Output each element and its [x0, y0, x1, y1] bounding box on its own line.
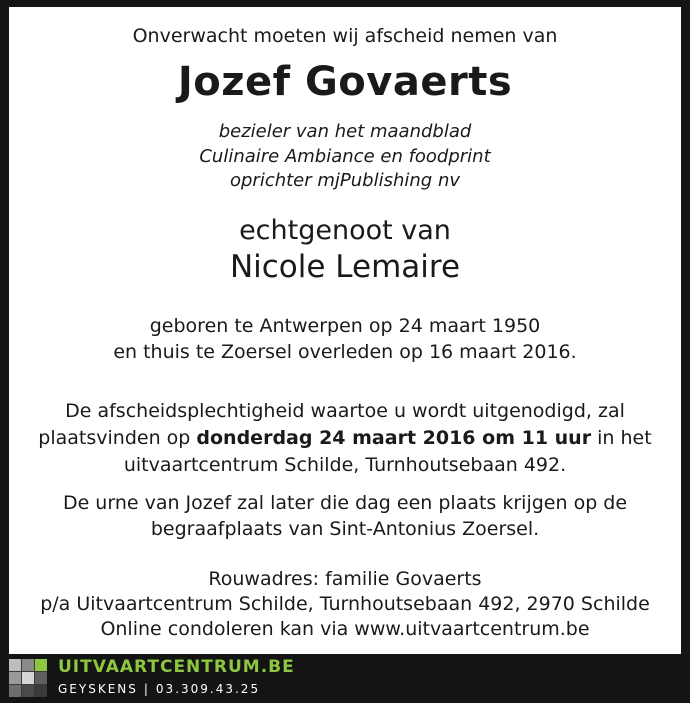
funeral-line — [9, 427, 681, 449]
funeral-text: in het — [591, 427, 652, 449]
urn-line: begraafplaats van Sint-Antonius Zoersel. — [150, 518, 540, 540]
company-name: GEYSKENS — [58, 682, 138, 696]
separator: | — [143, 682, 150, 696]
footer-bar — [0, 654, 690, 703]
brand-name: UITVAARTCENTRUM.BE — [58, 657, 295, 677]
postal-address: p/a Uitvaartcentrum Schilde, Turnhoutsebaan 492, 2970 Schilde — [40, 593, 650, 615]
funeral-location: uitvaartcentrum Schilde, Turnhoutsebaan 492. — [123, 454, 567, 476]
spouse-intro: echtgenoot van — [239, 215, 451, 246]
funeral-text: plaatsvinden op — [38, 427, 197, 449]
birth-line: geboren te Antwerpen op 24 maart 1950 — [149, 315, 541, 337]
deceased-name: Jozef Govaerts — [177, 59, 513, 105]
funeral-datetime: donderdag 24 maart 2016 om 11 uur — [196, 427, 592, 449]
spouse-name: Nicole Lemaire — [229, 249, 461, 285]
company-line — [58, 682, 260, 696]
intro-text: Onverwacht moeten wij afscheid nemen van — [132, 25, 558, 47]
obituary-card — [9, 7, 681, 654]
online-condolence: Online condoleren kan via www.uitvaartcentrum.be — [100, 618, 590, 640]
role-line: oprichter mjPublishing nv — [229, 170, 461, 191]
role-line: Culinaire Ambiance en foodprint — [199, 146, 491, 167]
death-line: en thuis te Zoersel overleden op 16 maart 2016. — [113, 341, 577, 363]
phone-number: 03.309.43.25 — [155, 682, 261, 696]
urn-line: De urne van Jozef zal later die dag een plaats krijgen op de — [62, 492, 628, 514]
mourning-address: Rouwadres: familie Govaerts — [208, 568, 482, 590]
role-line: bezieler van het maandblad — [218, 121, 472, 142]
funeral-line: De afscheidsplechtigheid waartoe u wordt uitgenodigd, zal — [65, 400, 625, 422]
logo-icon — [9, 659, 47, 697]
